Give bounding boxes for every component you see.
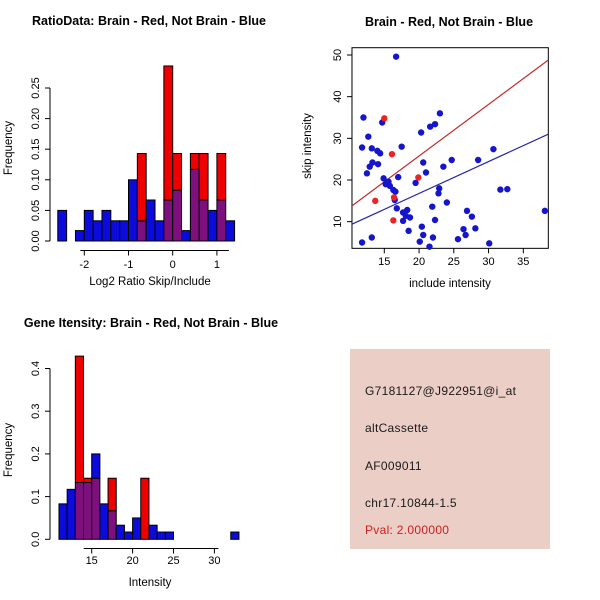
pval-text: Pval: 2.000000 xyxy=(365,523,450,537)
svg-text:15: 15 xyxy=(378,256,391,268)
svg-text:-2: -2 xyxy=(79,259,90,271)
svg-text:Frequency: Frequency xyxy=(3,422,15,478)
svg-text:0.00: 0.00 xyxy=(30,230,42,252)
svg-text:30: 30 xyxy=(482,256,495,268)
svg-text:Intensity: Intensity xyxy=(128,577,172,589)
svg-text:10: 10 xyxy=(332,215,344,228)
svg-text:25: 25 xyxy=(447,256,460,268)
svg-text:0.0: 0.0 xyxy=(30,531,42,547)
svg-text:25: 25 xyxy=(167,555,180,567)
intensity-scatter-panel xyxy=(300,0,600,300)
svg-text:35: 35 xyxy=(517,256,530,268)
svg-text:Brain - Red, Not Brain - Blue: Brain - Red, Not Brain - Blue xyxy=(364,15,534,29)
probe-id-text: G7181127@J922951@i_at xyxy=(365,384,517,398)
svg-text:20: 20 xyxy=(412,256,426,268)
svg-text:15: 15 xyxy=(85,555,98,567)
svg-text:30: 30 xyxy=(332,132,344,145)
svg-text:Log2 Ratio Skip/Include: Log2 Ratio Skip/Include xyxy=(89,276,211,288)
accession-text: AF009011 xyxy=(365,459,422,473)
svg-text:30: 30 xyxy=(208,555,221,567)
svg-text:0: 0 xyxy=(169,259,176,271)
svg-text:0.3: 0.3 xyxy=(30,403,42,419)
svg-text:Frequency: Frequency xyxy=(3,120,15,176)
svg-text:20: 20 xyxy=(126,555,139,567)
svg-text:-1: -1 xyxy=(123,259,134,271)
svg-text:0.05: 0.05 xyxy=(30,199,42,222)
gene-intensity-histogram-panel xyxy=(0,300,300,600)
svg-text:0.15: 0.15 xyxy=(30,138,42,160)
svg-text:0.1: 0.1 xyxy=(30,488,42,505)
ratio-histogram-panel xyxy=(0,0,300,300)
svg-text:Gene Itensity: Brain - Red, No: Gene Itensity: Brain - Red, Not Brain - Blue xyxy=(23,316,279,330)
svg-text:skip intensity: skip intensity xyxy=(302,113,314,179)
svg-text:0.25: 0.25 xyxy=(30,77,42,99)
chromosome-location-text: chr17.10844-1.5 xyxy=(365,496,457,510)
splice-type-text: altCassette xyxy=(365,421,429,435)
svg-text:1: 1 xyxy=(213,259,220,271)
svg-text:40: 40 xyxy=(332,90,344,103)
svg-text:include intensity: include intensity xyxy=(409,278,491,290)
svg-text:20: 20 xyxy=(332,173,344,187)
svg-text:RatioData: Brain - Red, Not Br: RatioData: Brain - Red, Not Brain - Blue xyxy=(31,14,267,28)
svg-text:0.10: 0.10 xyxy=(30,169,42,191)
svg-text:0.20: 0.20 xyxy=(30,107,42,130)
svg-text:0.2: 0.2 xyxy=(30,446,42,462)
svg-text:50: 50 xyxy=(332,48,344,62)
gene-info-panel xyxy=(350,349,550,549)
svg-text:0.4: 0.4 xyxy=(30,360,42,377)
